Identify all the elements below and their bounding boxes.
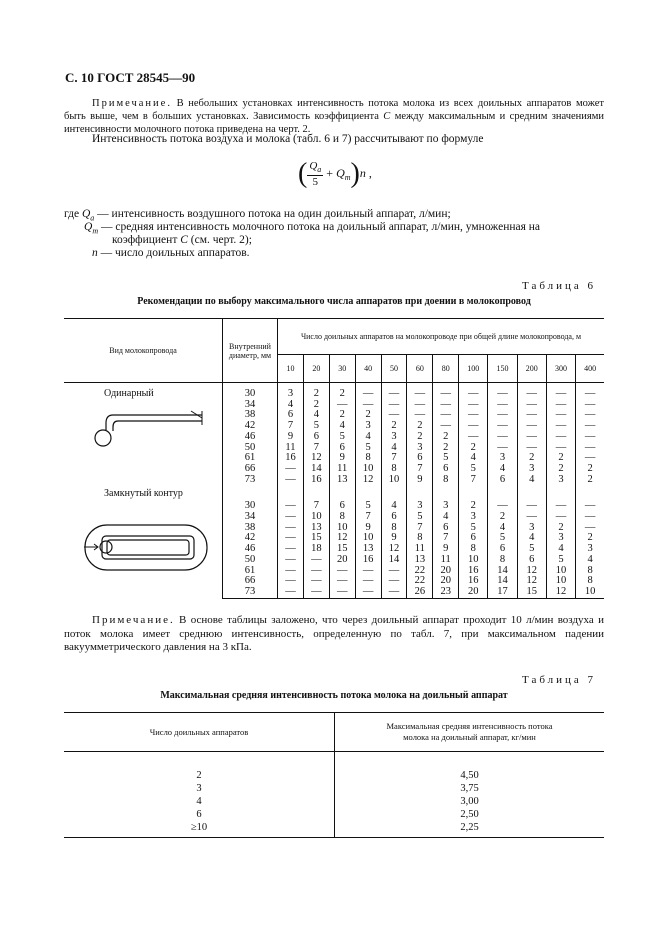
count-cell: — bbox=[459, 410, 488, 421]
count-cell: 2 bbox=[576, 464, 604, 475]
count-cell: 13 bbox=[329, 475, 355, 486]
count-cell: — bbox=[517, 410, 546, 421]
count-cell: 6 bbox=[303, 432, 329, 443]
count-cell: — bbox=[278, 523, 304, 534]
count-cell: 3 bbox=[546, 533, 575, 544]
count-cell: 22 bbox=[407, 566, 433, 577]
count-cell: 12 bbox=[329, 533, 355, 544]
count-cell: 10 bbox=[355, 533, 381, 544]
count-cell: 2 bbox=[433, 432, 459, 443]
pipeline-type-label: Одинарный bbox=[104, 388, 154, 399]
page-header: С. 10 ГОСТ 28545—90 bbox=[65, 70, 196, 85]
count-cell: 5 bbox=[355, 485, 381, 512]
t6-length-header: 150 bbox=[488, 355, 517, 383]
table-row bbox=[64, 485, 604, 512]
count-cell: 12 bbox=[517, 566, 546, 577]
count-cell: 15 bbox=[517, 587, 546, 598]
where-qm: $Q_m$ — средняя интенсивность молочного потока на доильный аппарат, л/мин, умноженная на bbox=[84, 221, 541, 236]
table6-label: Таблица 6 bbox=[522, 280, 597, 292]
count-cell: 6 bbox=[381, 512, 407, 523]
table7-title: Максимальная средняя интенсивность потока молока на доильный аппарат bbox=[160, 690, 508, 701]
note-2-label: Примечание. bbox=[92, 614, 175, 626]
count-cell: — bbox=[355, 576, 381, 587]
count-cell: 13 bbox=[407, 555, 433, 566]
count-cell: 2 bbox=[459, 443, 488, 454]
count-cell: — bbox=[303, 555, 329, 566]
count-cell: 4 bbox=[303, 410, 329, 421]
formula: ( $\frac{Q_a}{5}$ + $Q_m)n$ , bbox=[298, 158, 372, 189]
t7-col-count: Число доильных аппаратов bbox=[64, 713, 335, 752]
count-cell: 5 bbox=[303, 421, 329, 432]
count-cell: 5 bbox=[488, 533, 517, 544]
count-cell: 4 bbox=[355, 432, 381, 443]
count-cell: 20 bbox=[329, 555, 355, 566]
diameter-cell: 61 bbox=[223, 453, 278, 464]
count-cell: — bbox=[517, 432, 546, 443]
count-cell: — bbox=[355, 587, 381, 598]
count-cell: — bbox=[488, 400, 517, 411]
diameter-cell: 42 bbox=[223, 533, 278, 544]
diameter-cell: 46 bbox=[223, 544, 278, 555]
count-cell: 2 bbox=[355, 410, 381, 421]
apparatus-count-cell: 2 bbox=[196, 770, 202, 781]
count-cell: — bbox=[278, 464, 304, 475]
diameter-cell: 30 bbox=[223, 383, 278, 400]
count-cell: 10 bbox=[546, 576, 575, 587]
count-cell: — bbox=[488, 432, 517, 443]
apparatus-count-cell: 6 bbox=[196, 809, 202, 820]
count-cell: 7 bbox=[433, 533, 459, 544]
count-cell: 7 bbox=[459, 475, 488, 486]
count-cell: 10 bbox=[576, 587, 604, 598]
count-cell: — bbox=[546, 383, 575, 400]
count-cell: — bbox=[576, 410, 604, 421]
count-cell: — bbox=[381, 587, 407, 598]
count-cell: 7 bbox=[407, 523, 433, 534]
count-cell: 2 bbox=[459, 485, 488, 512]
count-cell: 4 bbox=[488, 464, 517, 475]
diameter-cell: 61 bbox=[223, 566, 278, 577]
count-cell: 3 bbox=[576, 544, 604, 555]
count-cell: 6 bbox=[488, 475, 517, 486]
t6-col-diam: Внутренний диаметр, мм bbox=[223, 319, 278, 383]
count-cell: 8 bbox=[329, 512, 355, 523]
diameter-cell: 66 bbox=[223, 464, 278, 475]
count-cell: — bbox=[355, 400, 381, 411]
count-cell: 5 bbox=[459, 464, 488, 475]
count-cell: — bbox=[546, 421, 575, 432]
count-cell: 14 bbox=[381, 555, 407, 566]
count-cell: 3 bbox=[433, 485, 459, 512]
apparatus-count-cell: 3 bbox=[196, 783, 202, 794]
count-cell: — bbox=[329, 576, 355, 587]
count-cell: — bbox=[546, 443, 575, 454]
count-cell: — bbox=[546, 400, 575, 411]
count-cell: 8 bbox=[381, 523, 407, 534]
count-cell: — bbox=[546, 512, 575, 523]
count-cell: 16 bbox=[459, 576, 488, 587]
count-cell: 15 bbox=[329, 544, 355, 555]
count-cell: — bbox=[576, 383, 604, 400]
count-cell: 5 bbox=[459, 523, 488, 534]
table-row bbox=[64, 808, 604, 821]
count-cell: 5 bbox=[355, 443, 381, 454]
count-cell: 2 bbox=[381, 421, 407, 432]
table-row bbox=[64, 795, 604, 808]
count-cell: 6 bbox=[433, 523, 459, 534]
count-cell: 2 bbox=[329, 383, 355, 400]
note-2: Примечание. В основе таблицы заложено, что через доильный аппарат проходит 10 л/мин воздуха и поток молока имеет среднюю интенсивность, определенную по табл. 7, при максимальном падении вакуумметрического давления на 3 кПа. bbox=[64, 614, 604, 653]
count-cell: 16 bbox=[355, 555, 381, 566]
count-cell: 10 bbox=[355, 464, 381, 475]
count-cell: — bbox=[488, 485, 517, 512]
count-cell: — bbox=[517, 400, 546, 411]
count-cell: — bbox=[278, 576, 304, 587]
diameter-cell: 34 bbox=[223, 512, 278, 523]
count-cell: — bbox=[488, 421, 517, 432]
count-cell: — bbox=[278, 512, 304, 523]
count-cell: 16 bbox=[303, 475, 329, 486]
count-cell: 2 bbox=[488, 512, 517, 523]
formula-intro: Интенсивность потока воздуха и молока (табл. 6 и 7) рассчитывают по формуле bbox=[92, 133, 484, 145]
count-cell: 14 bbox=[488, 566, 517, 577]
count-cell: 5 bbox=[433, 453, 459, 464]
count-cell: 2 bbox=[517, 453, 546, 464]
count-cell: 8 bbox=[381, 464, 407, 475]
count-cell: 13 bbox=[355, 544, 381, 555]
single-line-pipe-diagram bbox=[78, 405, 208, 455]
t6-length-header: 10 bbox=[278, 355, 304, 383]
count-cell: 10 bbox=[329, 523, 355, 534]
t6-length-header: 50 bbox=[381, 355, 407, 383]
intensity-cell: 2,50 bbox=[335, 808, 605, 821]
count-cell: 12 bbox=[303, 453, 329, 464]
count-cell: — bbox=[278, 485, 304, 512]
count-cell: — bbox=[576, 443, 604, 454]
t6-length-header: 300 bbox=[546, 355, 575, 383]
count-cell: — bbox=[329, 400, 355, 411]
count-cell: — bbox=[459, 421, 488, 432]
count-cell: 10 bbox=[546, 566, 575, 577]
count-cell: 8 bbox=[407, 533, 433, 544]
count-cell: 2 bbox=[546, 464, 575, 475]
count-cell: — bbox=[381, 400, 407, 411]
note-1: Примечание. В небольших установках интенсивность потока молока из всех доильных аппаратов может быть выше, чем в больших установках. Зависимость коэффициента C между максимальным и средним значениями интенсивности молочного потока приведена на черт. 2. bbox=[64, 98, 605, 135]
count-cell: 12 bbox=[381, 544, 407, 555]
count-cell: 3 bbox=[407, 443, 433, 454]
count-cell: 4 bbox=[278, 400, 304, 411]
t6-length-header: 400 bbox=[576, 355, 604, 383]
count-cell: 6 bbox=[407, 453, 433, 464]
count-cell: — bbox=[546, 410, 575, 421]
count-cell: — bbox=[576, 453, 604, 464]
count-cell: 18 bbox=[303, 544, 329, 555]
t6-length-header: 30 bbox=[329, 355, 355, 383]
table-row bbox=[64, 821, 604, 838]
count-cell: — bbox=[303, 576, 329, 587]
table-7 bbox=[64, 712, 604, 838]
count-cell: 7 bbox=[278, 421, 304, 432]
count-cell: — bbox=[546, 432, 575, 443]
t6-col-group: Число доильных аппаратов на молокопроводе при общей длине молокопровода, м bbox=[278, 319, 605, 355]
count-cell: 8 bbox=[576, 576, 604, 587]
diameter-cell: 34 bbox=[223, 400, 278, 411]
count-cell: 4 bbox=[488, 523, 517, 534]
count-cell: — bbox=[459, 400, 488, 411]
count-cell: 10 bbox=[381, 475, 407, 486]
count-cell: — bbox=[278, 544, 304, 555]
count-cell: — bbox=[517, 512, 546, 523]
count-cell: 9 bbox=[381, 533, 407, 544]
count-cell: 6 bbox=[278, 410, 304, 421]
count-cell: — bbox=[459, 383, 488, 400]
count-cell: 4 bbox=[459, 453, 488, 464]
count-cell: 20 bbox=[433, 576, 459, 587]
count-cell: 3 bbox=[546, 475, 575, 486]
count-cell: 11 bbox=[407, 544, 433, 555]
apparatus-count-cell: ≥10 bbox=[64, 821, 335, 838]
count-cell: — bbox=[303, 566, 329, 577]
count-cell: — bbox=[381, 576, 407, 587]
count-cell: 17 bbox=[488, 587, 517, 598]
count-cell: 3 bbox=[459, 512, 488, 523]
count-cell: 3 bbox=[488, 453, 517, 464]
count-cell: 5 bbox=[329, 432, 355, 443]
pipeline-type-label: Замкнутый контур bbox=[104, 488, 183, 500]
count-cell: — bbox=[355, 566, 381, 577]
count-cell: 3 bbox=[517, 464, 546, 475]
count-cell: 15 bbox=[303, 533, 329, 544]
count-cell: 7 bbox=[355, 512, 381, 523]
count-cell: — bbox=[517, 485, 546, 512]
diameter-cell: 38 bbox=[223, 523, 278, 534]
count-cell: 6 bbox=[329, 443, 355, 454]
count-cell: 8 bbox=[433, 475, 459, 486]
count-cell: 11 bbox=[433, 555, 459, 566]
count-cell: 7 bbox=[303, 443, 329, 454]
count-cell: 20 bbox=[433, 566, 459, 577]
count-cell: — bbox=[381, 566, 407, 577]
count-cell: — bbox=[488, 443, 517, 454]
diameter-cell: 38 bbox=[223, 410, 278, 421]
t6-length-header: 20 bbox=[303, 355, 329, 383]
count-cell: 3 bbox=[517, 523, 546, 534]
count-cell: 7 bbox=[407, 464, 433, 475]
count-cell: 2 bbox=[433, 443, 459, 454]
intensity-cell: 2,25 bbox=[335, 821, 605, 838]
count-cell: 10 bbox=[459, 555, 488, 566]
count-cell: 9 bbox=[433, 544, 459, 555]
count-cell: 2 bbox=[329, 410, 355, 421]
count-cell: 6 bbox=[517, 555, 546, 566]
count-cell: — bbox=[576, 485, 604, 512]
count-cell: — bbox=[433, 383, 459, 400]
t6-length-header: 40 bbox=[355, 355, 381, 383]
count-cell: 11 bbox=[329, 464, 355, 475]
count-cell: 5 bbox=[407, 512, 433, 523]
count-cell: 14 bbox=[303, 464, 329, 475]
count-cell: — bbox=[576, 421, 604, 432]
table7-label: Таблица 7 bbox=[522, 674, 597, 686]
closed-loop-pipe-diagram bbox=[82, 520, 212, 575]
count-cell: — bbox=[576, 512, 604, 523]
count-cell: 4 bbox=[381, 485, 407, 512]
diameter-cell: 30 bbox=[223, 485, 278, 512]
count-cell: 8 bbox=[576, 566, 604, 577]
count-cell: 26 bbox=[407, 587, 433, 598]
count-cell: 13 bbox=[303, 523, 329, 534]
count-cell: 2 bbox=[546, 523, 575, 534]
count-cell: — bbox=[381, 383, 407, 400]
apparatus-count-cell: 4 bbox=[196, 796, 202, 807]
diameter-cell: 50 bbox=[223, 555, 278, 566]
count-cell: 4 bbox=[433, 512, 459, 523]
count-cell: — bbox=[459, 432, 488, 443]
count-cell: — bbox=[278, 555, 304, 566]
count-cell: 2 bbox=[303, 383, 329, 400]
count-cell: 2 bbox=[303, 400, 329, 411]
intensity-cell: 3,00 bbox=[335, 795, 605, 808]
count-cell: — bbox=[517, 421, 546, 432]
count-cell: 2 bbox=[407, 432, 433, 443]
count-cell: 2 bbox=[576, 475, 604, 486]
t6-length-header: 200 bbox=[517, 355, 546, 383]
count-cell: 2 bbox=[576, 533, 604, 544]
count-cell: — bbox=[488, 410, 517, 421]
table-row bbox=[64, 752, 604, 783]
count-cell: 4 bbox=[517, 533, 546, 544]
count-cell: — bbox=[329, 566, 355, 577]
count-cell: — bbox=[517, 383, 546, 400]
count-cell: 4 bbox=[576, 555, 604, 566]
diameter-cell: 42 bbox=[223, 421, 278, 432]
count-cell: — bbox=[546, 485, 575, 512]
count-cell: — bbox=[381, 410, 407, 421]
count-cell: 6 bbox=[459, 533, 488, 544]
count-cell: 3 bbox=[381, 432, 407, 443]
count-cell: 5 bbox=[546, 555, 575, 566]
diameter-cell: 66 bbox=[223, 576, 278, 587]
count-cell: 8 bbox=[459, 544, 488, 555]
where-n: n — число доильных аппаратов. bbox=[92, 247, 250, 259]
diameter-cell: 73 bbox=[223, 475, 278, 486]
count-cell: — bbox=[576, 523, 604, 534]
count-cell: — bbox=[303, 587, 329, 598]
count-cell: 22 bbox=[407, 576, 433, 587]
count-cell: 7 bbox=[381, 453, 407, 464]
count-cell: — bbox=[278, 566, 304, 577]
count-cell: — bbox=[407, 400, 433, 411]
count-cell: 12 bbox=[546, 587, 575, 598]
count-cell: — bbox=[433, 410, 459, 421]
diameter-cell: 73 bbox=[223, 587, 278, 598]
count-cell: 12 bbox=[355, 475, 381, 486]
count-cell: 6 bbox=[433, 464, 459, 475]
count-cell: — bbox=[278, 587, 304, 598]
count-cell: 4 bbox=[546, 544, 575, 555]
count-cell: 3 bbox=[355, 421, 381, 432]
count-cell: 3 bbox=[407, 485, 433, 512]
count-cell: 9 bbox=[329, 453, 355, 464]
t6-length-header: 80 bbox=[433, 355, 459, 383]
count-cell: 12 bbox=[517, 576, 546, 587]
count-cell: — bbox=[355, 383, 381, 400]
t7-col-intensity: Максимальная средняя интенсивность потока молока на доильный аппарат, кг/мин bbox=[335, 713, 605, 752]
t6-col-type: Вид молокопровода bbox=[64, 319, 223, 383]
where-qm-2: коэффициент C (см. черт. 2); bbox=[112, 234, 252, 246]
table6-title: Рекомендации по выбору максимального числа аппаратов при доении в молокопровод bbox=[137, 296, 531, 307]
count-cell: — bbox=[278, 533, 304, 544]
count-cell: 9 bbox=[355, 523, 381, 534]
count-cell: 16 bbox=[459, 566, 488, 577]
count-cell: 14 bbox=[488, 576, 517, 587]
count-cell: 4 bbox=[381, 443, 407, 454]
intensity-cell: 3,75 bbox=[335, 782, 605, 795]
count-cell: — bbox=[407, 410, 433, 421]
count-cell: — bbox=[433, 421, 459, 432]
count-cell: 20 bbox=[459, 587, 488, 598]
table-row bbox=[64, 383, 604, 400]
where-qa: где $Q_a$ — интенсивность воздушного потока на один доильный аппарат, л/мин; bbox=[64, 208, 451, 223]
count-cell: 5 bbox=[517, 544, 546, 555]
diameter-cell: 46 bbox=[223, 432, 278, 443]
count-cell: 23 bbox=[433, 587, 459, 598]
count-cell: 16 bbox=[278, 453, 304, 464]
count-cell: 9 bbox=[407, 475, 433, 486]
count-cell: — bbox=[329, 587, 355, 598]
t6-length-header: 100 bbox=[459, 355, 488, 383]
count-cell: — bbox=[433, 400, 459, 411]
count-cell: — bbox=[517, 443, 546, 454]
count-cell: — bbox=[576, 432, 604, 443]
count-cell: 6 bbox=[329, 485, 355, 512]
count-cell: 2 bbox=[546, 453, 575, 464]
count-cell: — bbox=[576, 400, 604, 411]
table-row bbox=[64, 782, 604, 795]
count-cell: — bbox=[278, 475, 304, 486]
count-cell: 8 bbox=[488, 555, 517, 566]
count-cell: 6 bbox=[488, 544, 517, 555]
note-1-label: Примечание. bbox=[92, 98, 172, 109]
intensity-cell: 4,50 bbox=[335, 752, 605, 783]
count-cell: 9 bbox=[278, 432, 304, 443]
diameter-cell: 50 bbox=[223, 443, 278, 454]
count-cell: 2 bbox=[407, 421, 433, 432]
count-cell: 7 bbox=[303, 485, 329, 512]
count-cell: 3 bbox=[278, 383, 304, 400]
count-cell: — bbox=[488, 383, 517, 400]
count-cell: 4 bbox=[329, 421, 355, 432]
t6-length-header: 60 bbox=[407, 355, 433, 383]
count-cell: 8 bbox=[355, 453, 381, 464]
count-cell: 11 bbox=[278, 443, 304, 454]
count-cell: 4 bbox=[517, 475, 546, 486]
count-cell: — bbox=[407, 383, 433, 400]
count-cell: 10 bbox=[303, 512, 329, 523]
